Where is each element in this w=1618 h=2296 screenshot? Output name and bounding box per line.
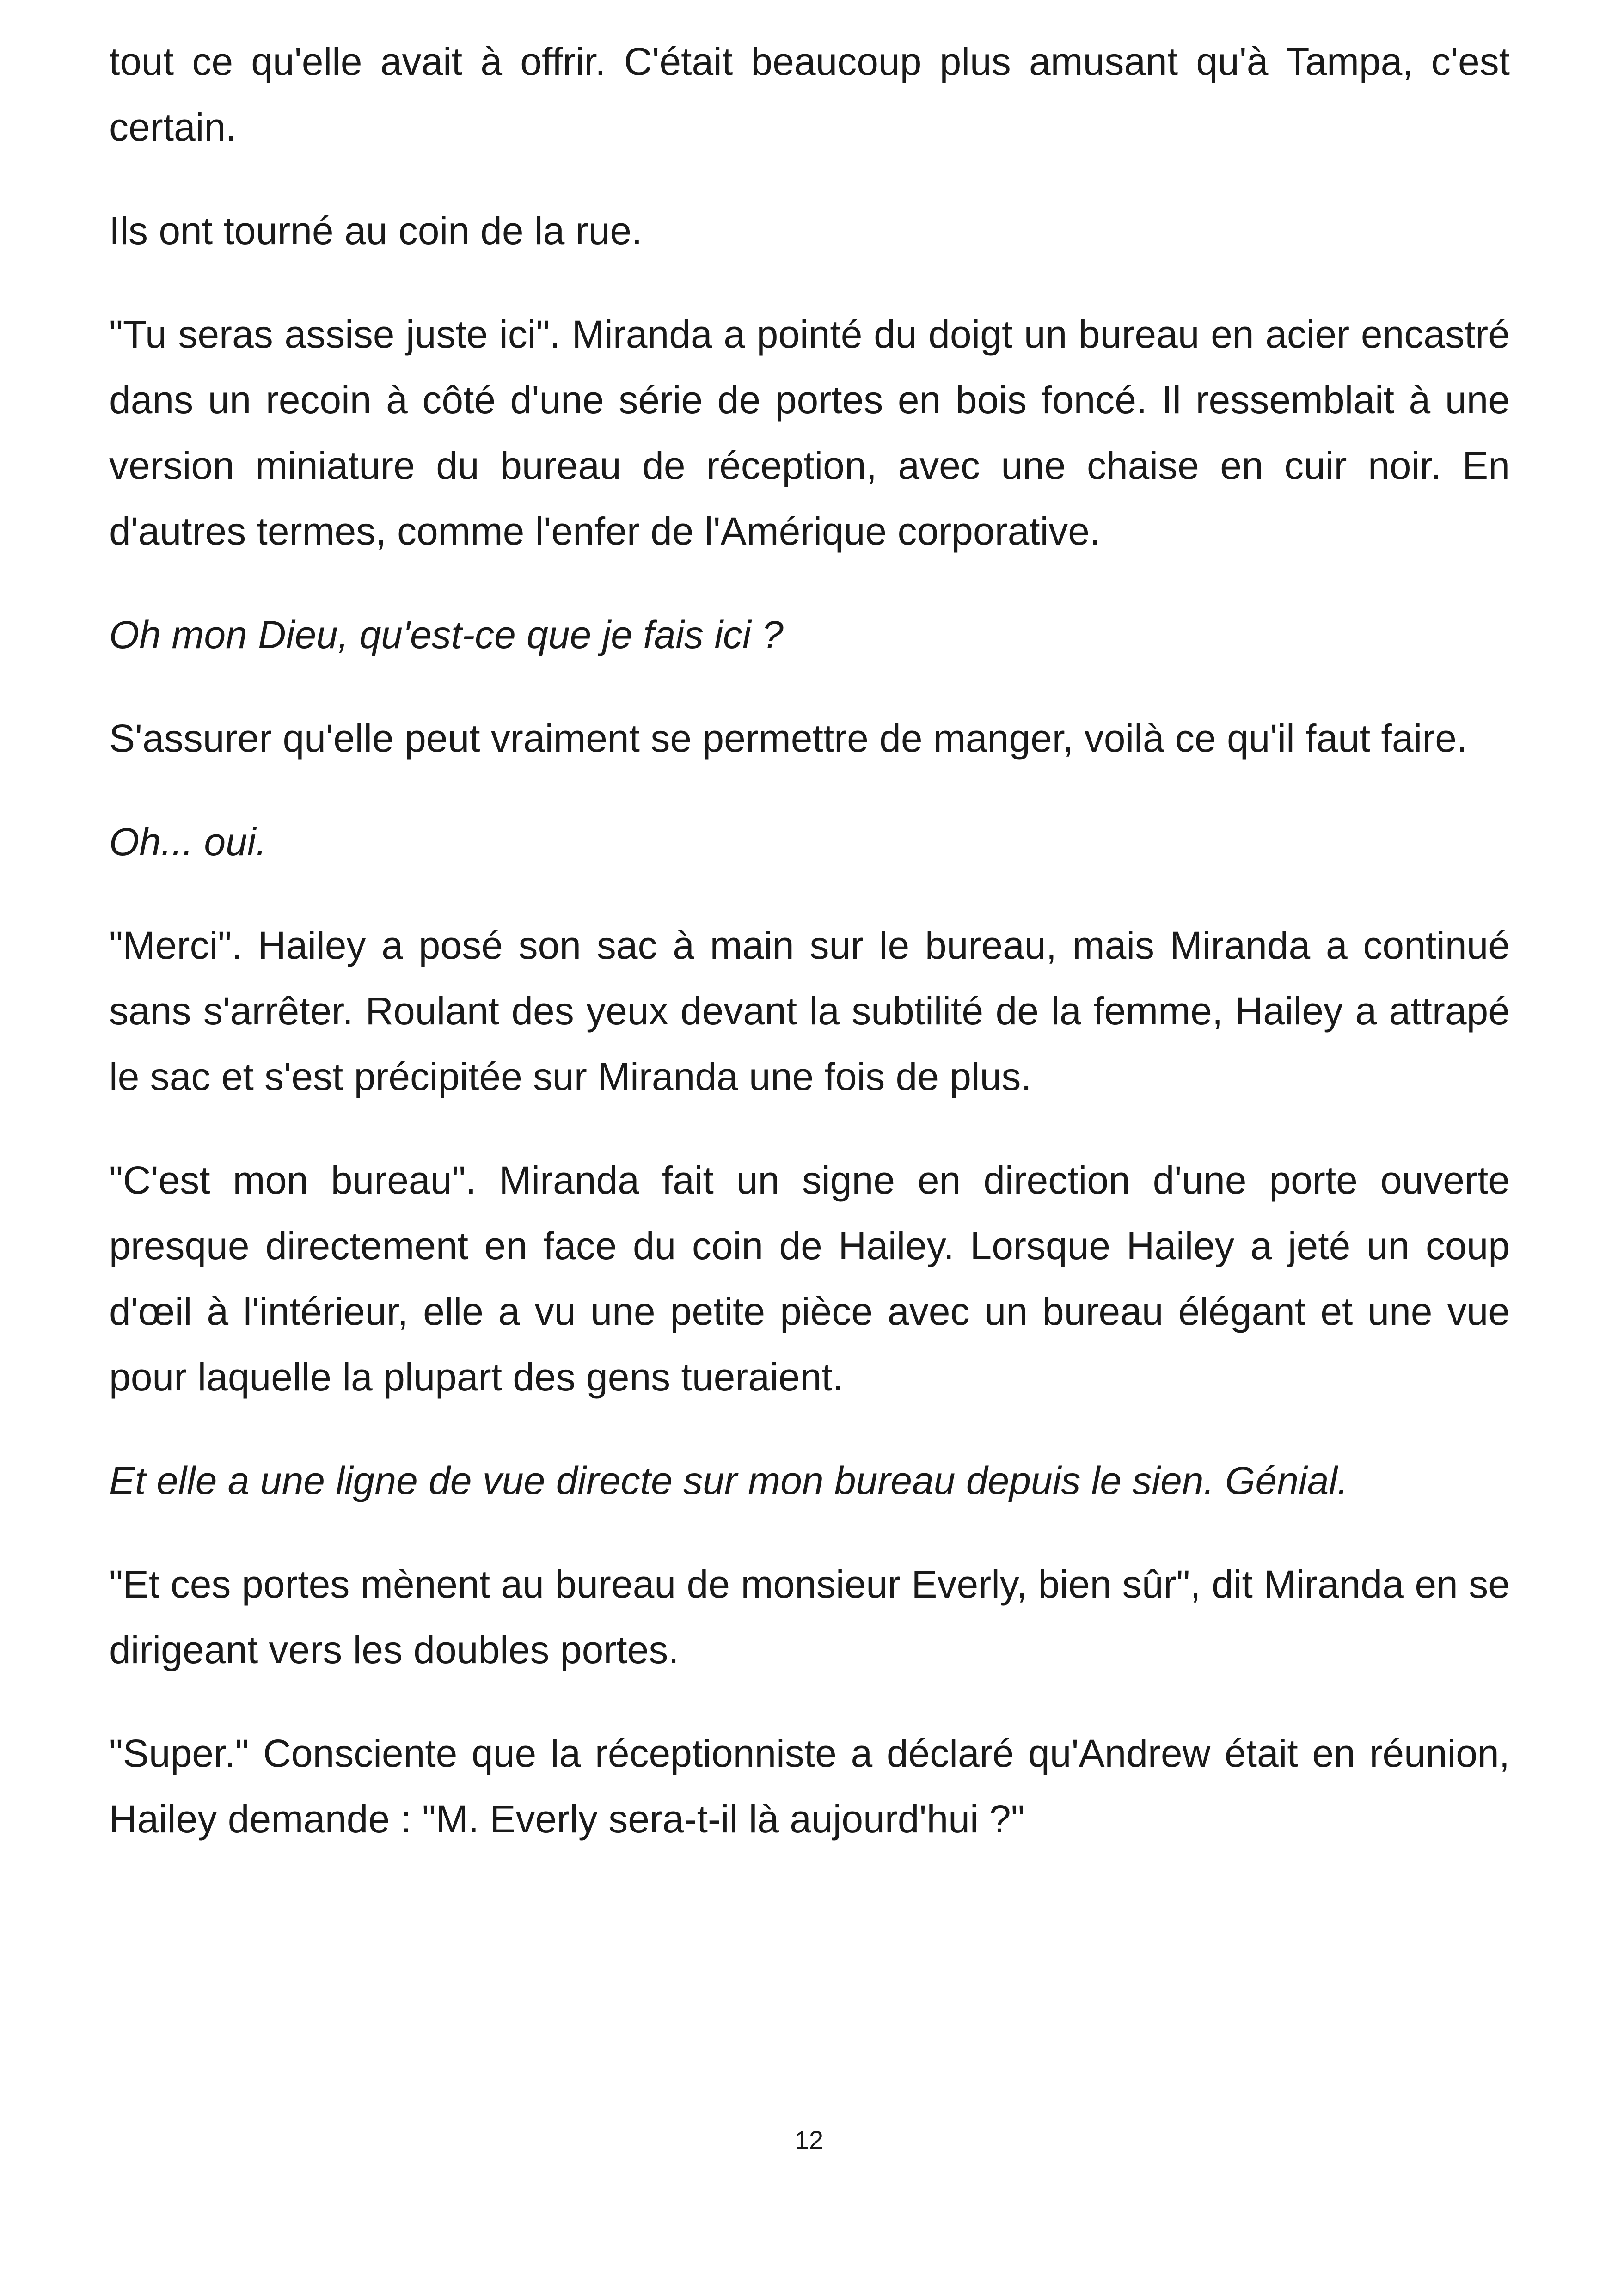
paragraph-4-thought: Oh mon Dieu, qu'est-ce que je fais ici ?: [109, 613, 784, 656]
body-text: [109, 29, 1510, 1890]
paragraph-3: "Tu seras assise juste ici". Miranda a pointé du doigt un bureau en acier encastré dans un recoin à côté d'une série de portes en bois foncé. Il ressemblait à une version miniature du bureau de réception, avec une chaise en cuir noir. En d'autres termes, comme l'enfer de l'Amérique corporative.: [109, 312, 1510, 553]
paragraph-6-thought: Oh... oui.: [109, 820, 267, 863]
paragraph-9-thought: Et elle a une ligne de vue directe sur mon bureau depuis le sien. Génial.: [109, 1459, 1348, 1502]
paragraph-7: "Merci". Hailey a posé son sac à main sur le bureau, mais Miranda a continué sans s'arrêter. Roulant des yeux devant la subtilité de la femme, Hailey a attrapé le sac et s'est précipitée sur Miranda une fois de plus.: [109, 924, 1510, 1098]
paragraph-8: "C'est mon bureau". Miranda fait un signe en direction d'une porte ouverte presque directement en face du coin de Hailey. Lorsque Hailey a jeté un coup d'œil à l'intérieur, elle a vu une petite pièce avec un bureau élégant et une vue pour laquelle la plupart des gens tueraient.: [109, 1158, 1510, 1399]
paragraph-2: Ils ont tourné au coin de la rue.: [109, 209, 643, 252]
paragraph-1: tout ce qu'elle avait à offrir. C'était beaucoup plus amusant qu'à Tampa, c'est certain.: [109, 40, 1510, 149]
paragraph-11: "Super." Consciente que la réceptionniste a déclaré qu'Andrew était en réunion, Hailey demande : "M. Everly sera-t-il là aujourd'hui ?": [109, 1732, 1510, 1841]
page-number: 12: [794, 2125, 824, 2155]
paragraph-5: S'assurer qu'elle peut vraiment se permettre de manger, voilà ce qu'il faut faire.: [109, 716, 1468, 760]
paragraph-10: "Et ces portes mènent au bureau de monsieur Everly, bien sûr", dit Miranda en se dirigeant vers les doubles portes.: [109, 1562, 1510, 1671]
